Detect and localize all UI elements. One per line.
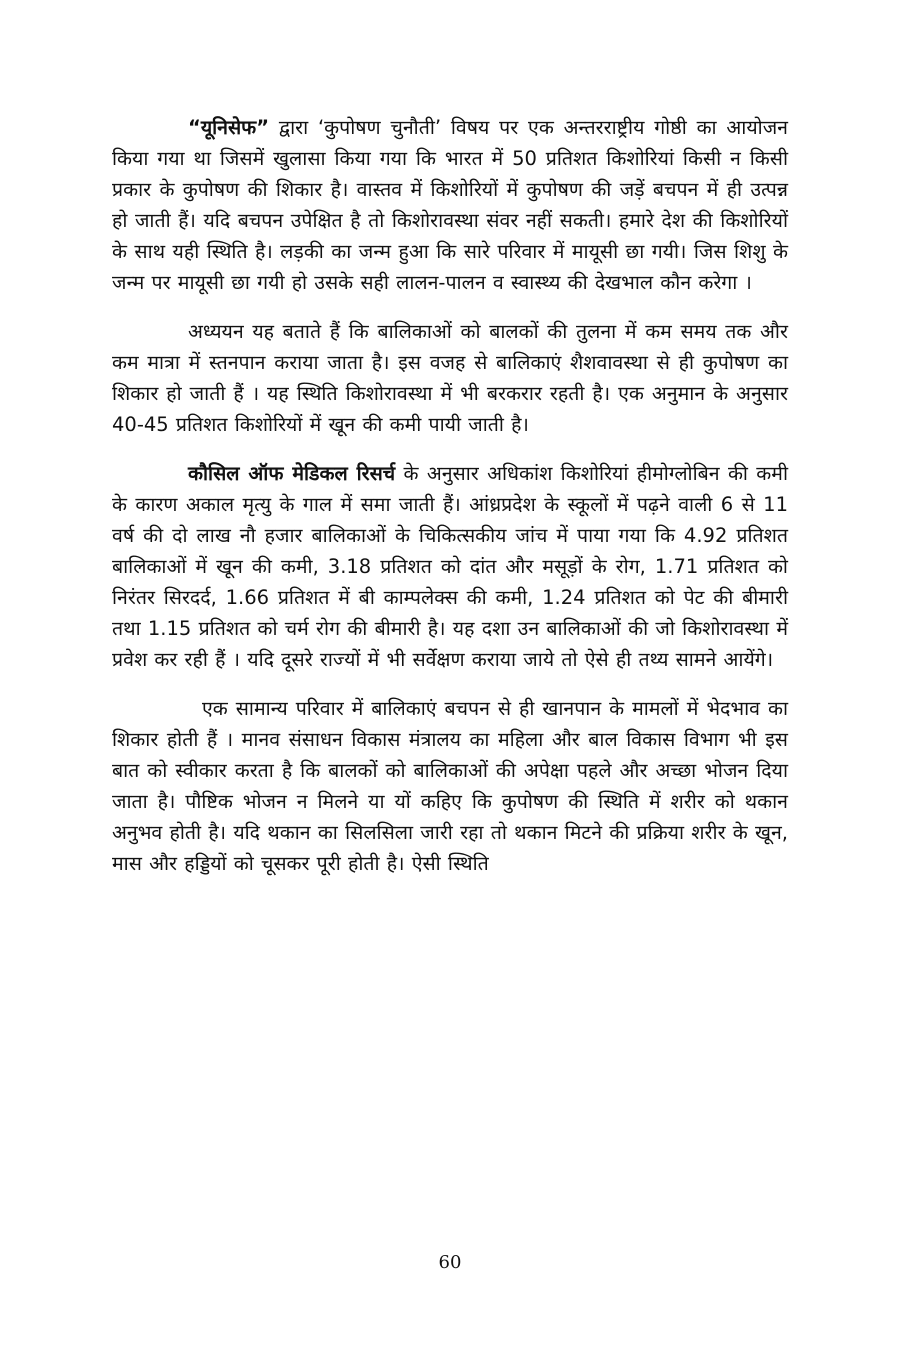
paragraph-text: अध्ययन यह बताते हैं कि बालिकाओं को बालकों की तुलना में कम समय तक और कम मात्रा में स्तनपान कराया जाता है। इस वजह से बालिकाएं शैशवावस्था से ही कुपोषण का शिकार हो जाती हैं । यह स्थिति किशोरावस्था में भी बरकरार रहती है। एक अनुमान के अनुसार 40-45 प्रतिशत किशोरियों में खून की कमी पायी जाती है। bbox=[112, 320, 788, 436]
body-text bbox=[112, 112, 788, 897]
bold-lead-unicef: “यूनिसेफ” bbox=[188, 116, 270, 139]
page-number: 60 bbox=[438, 1252, 462, 1273]
paragraph-text: द्वारा ‘कुपोषण चुनौती’ विषय पर एक अन्तरराष्ट्रीय गोष्ठी का आयोजन किया गया था जिसमें खुलासा किया गया कि भारत में 50 प्रतिशत किशोरियां किसी न किसी प्रकार के कुपोषण की शिकार है। वास्तव में किशोरियों में कुपोषण की जड़ें बचपन में ही उत्पन्न हो जाती हैं। यदि बचपन उपेक्षित है तो किशोरावस्था संवर नहीं सकती। हमारे देश की किशोरियों के साथ यही स्थिति है। लड़की का जन्म हुआ कि सारे परिवार में मायूसी छा गयी। जिस शिशु के जन्म पर मायूसी छा गयी हो उसके सही लालन-पालन व स्वास्थ्य की देखभाल कौन करेगा । bbox=[112, 116, 788, 294]
paragraph-text: एक सामान्य परिवार में बालिकाएं बचपन से ही खानपान के मामलों में भेदभाव का शिकार होती हैं । मानव संसाधन विकास मंत्रालय का महिला और बाल विकास विभाग भी इस बात को स्वीकार करता है कि बालकों को बालिकाओं की अपेक्षा पहले और अच्छा भोजन दिया जाता है। पौष्टिक भोजन न मिलने या यों कहिए कि कुपोषण की स्थिति में शरीर को थकान अनुभव होती है। यदि थकान का सिलसिला जारी रहा तो थकान मिटने की प्रक्रिया शरीर के खून, मास और हड्डियों को चूसकर पूरी होती है। ऐसी स्थिति bbox=[112, 697, 788, 875]
paragraph-text: के अनुसार अधिकांश किशोरियां हीमोग्लोबिन की कमी के कारण अकाल मृत्यु के गाल में समा जाती हैं। आंध्रप्रदेश के स्कूलों में पढ़ने वाली 6 से 11 वर्ष की दो लाख नौ हजार बालिकाओं के चिकित्सकीय जांच में पाया गया कि 4.92 प्रतिशत बालिकाओं में खून की कमी, 3.18 प्रतिशत को दांत और मसूड़ों के रोग, 1.71 प्रतिशत को निरंतर सिरदर्द, 1.66 प्रतिशत में बी काम्पलेक्स की कमी, 1.24 प्रतिशत को पेट की बीमारी तथा 1.15 प्रतिशत को चर्म रोग की बीमारी है। यह दशा उन बालिकाओं की जो किशोरावस्था में प्रवेश कर रही हैं । यदि दूसरे राज्यों में भी सर्वेक्षण कराया जाये तो ऐसे ही तथ्य सामने आयेंगे। bbox=[112, 462, 788, 671]
paragraph-medical-research bbox=[112, 458, 788, 675]
bold-lead-council: कौसिल ऑफ मेडिकल रिसर्च bbox=[188, 462, 396, 485]
paragraph-family-nutrition bbox=[112, 693, 788, 879]
paragraph-unicef bbox=[112, 112, 788, 298]
paragraph-studies bbox=[112, 316, 788, 440]
